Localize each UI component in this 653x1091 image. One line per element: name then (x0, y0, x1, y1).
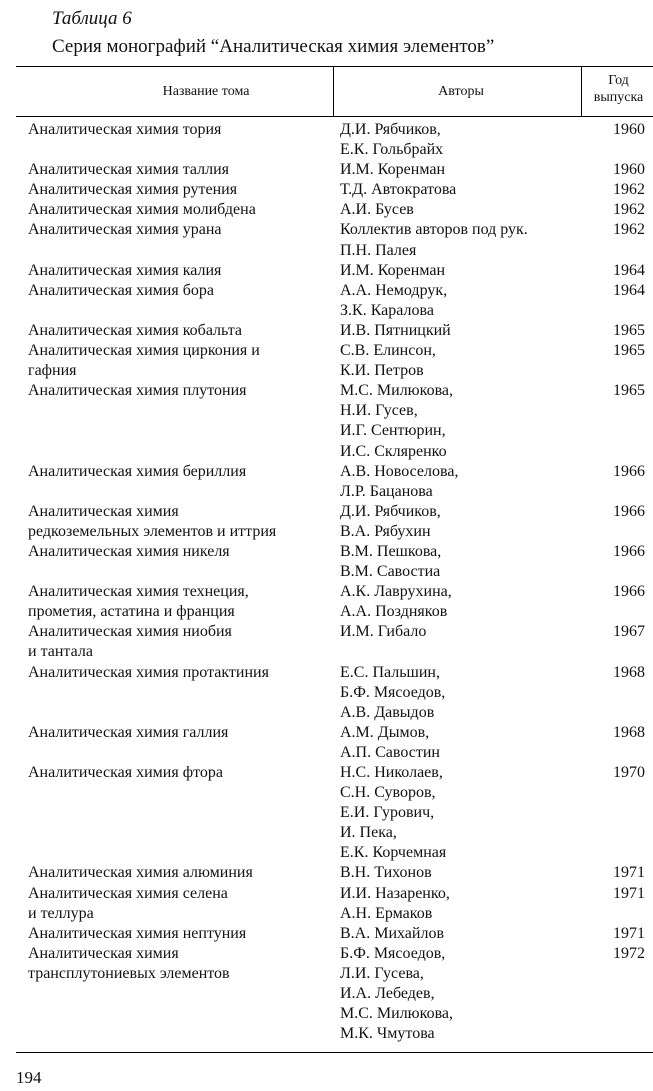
publication-year (581, 924, 645, 944)
table-header (16, 66, 653, 116)
volume-title-line: Аналитическая химия технеция, (28, 583, 249, 601)
authors-line: А.И. Бусев (340, 201, 414, 219)
authors-line: М.К. Чмутова (340, 1025, 435, 1043)
authors-line: И. Пека, (340, 824, 397, 842)
authors-line: В.А. Михайлов (340, 924, 445, 942)
publication-year-line: 1965 (613, 321, 645, 339)
publication-year (581, 502, 645, 542)
publication-year-line: 1966 (613, 583, 645, 601)
publication-year-line: 1968 (613, 663, 645, 681)
volume-title (0, 261, 323, 281)
authors-line: Коллектив авторов под рук. (340, 221, 528, 239)
volume-title-line: и теллура (28, 904, 94, 922)
header-year-line: выпуска (593, 90, 644, 105)
authors-line: М.С. Милюкова, (340, 1005, 454, 1023)
publication-year (581, 341, 645, 381)
publication-year (581, 180, 645, 200)
header-title: Название тома (162, 84, 250, 99)
authors-line: А.В. Давыдов (340, 703, 435, 721)
table-row (0, 321, 653, 341)
publication-year (581, 863, 645, 883)
publication-year (581, 944, 645, 1044)
authors (323, 120, 581, 160)
publication-year (581, 261, 645, 281)
table-body (0, 120, 653, 1044)
volume-title (0, 582, 323, 622)
authors (323, 582, 581, 622)
volume-title-line: Аналитическая химия селена (28, 884, 228, 902)
authors (323, 863, 581, 883)
volume-title (0, 120, 323, 160)
table-row (0, 281, 653, 321)
volume-title-line: редкоземельных элементов и иттрия (28, 522, 277, 540)
authors-line: И.В. Пятницкий (340, 321, 451, 339)
publication-year (581, 120, 645, 160)
table-row (0, 763, 653, 863)
table-row (0, 120, 653, 160)
publication-year (581, 582, 645, 622)
publication-year-line: 1971 (613, 884, 645, 902)
volume-title-line: прометия, астатина и франция (28, 603, 235, 621)
volume-title (0, 200, 323, 220)
volume-title-line: Аналитическая химия протактиния (28, 663, 269, 681)
publication-year-line: 1972 (613, 944, 645, 962)
authors-line: Е.К. Гольбрайх (340, 141, 444, 159)
publication-year-line: 1960 (613, 121, 645, 138)
publication-year-line: 1966 (613, 542, 645, 560)
publication-year-line: 1966 (613, 502, 645, 520)
authors-line: Д.И. Рябчиков, (340, 502, 441, 520)
table-row (0, 502, 653, 542)
column-divider (333, 66, 334, 116)
authors-line: З.К. Каралова (340, 301, 434, 319)
authors (323, 944, 581, 1044)
publication-year (581, 200, 645, 220)
publication-year (581, 381, 645, 461)
authors (323, 281, 581, 321)
table-row (0, 884, 653, 924)
volume-title (0, 321, 323, 341)
authors (323, 341, 581, 381)
authors (323, 220, 581, 260)
authors (323, 462, 581, 502)
table-row (0, 341, 653, 381)
volume-title-line: Аналитическая химия (28, 502, 179, 520)
publication-year-line: 1962 (613, 181, 645, 199)
volume-title-line: и тантала (28, 643, 93, 661)
publication-year (581, 622, 645, 662)
publication-year-line: 1965 (613, 382, 645, 400)
table-row (0, 663, 653, 723)
authors-line: Н.И. Гусев, (340, 402, 418, 420)
publication-year-line: 1962 (613, 201, 645, 219)
volume-title (0, 863, 323, 883)
authors-line: И.И. Назаренко, (340, 884, 450, 902)
publication-year-line: 1971 (613, 924, 645, 942)
volume-title (0, 220, 323, 260)
table-row (0, 220, 653, 260)
authors (323, 542, 581, 582)
publication-year-line: 1962 (613, 221, 645, 239)
authors-line: Б.Ф. Мясоедов, (340, 944, 446, 962)
header-year-line: Год (608, 73, 629, 88)
authors-line: М.С. Милюкова, (340, 382, 454, 400)
table-row (0, 180, 653, 200)
volume-title-line: Аналитическая химия плутония (28, 382, 247, 400)
authors (323, 763, 581, 863)
authors (323, 381, 581, 461)
volume-title-line: трансплутониевых элементов (28, 964, 230, 982)
publication-year-line: 1960 (613, 161, 645, 179)
header-authors: Авторы (438, 84, 484, 99)
volume-title-line: Аналитическая химия (28, 944, 179, 962)
authors-line: А.М. Дымов, (340, 723, 430, 741)
authors-line: И.Г. Сентюрин, (340, 422, 446, 440)
publication-year-line: 1964 (613, 261, 645, 279)
volume-title-line: Аналитическая химия никеля (28, 542, 230, 560)
authors-line: И.А. Лебедев, (340, 985, 435, 1003)
table-row (0, 622, 653, 662)
volume-title (0, 884, 323, 924)
authors-line: А.В. Новоселова, (340, 462, 459, 480)
table-header-rule (16, 116, 653, 117)
publication-year-line: 1966 (613, 462, 645, 480)
table-row (0, 160, 653, 180)
volume-title-line: Аналитическая химия кобальта (28, 321, 243, 339)
volume-title-line: Аналитическая химия алюминия (28, 864, 253, 882)
publication-year-line: 1970 (613, 764, 645, 781)
authors-line: С.Н. Суворов, (340, 784, 436, 802)
volume-title-line: Аналитическая химия фтора (28, 764, 223, 781)
volume-title-line: Аналитическая химия урана (28, 221, 222, 239)
authors-line: Д.И. Рябчиков, (340, 121, 441, 138)
publication-year (581, 220, 645, 260)
authors-line: В.Н. Тихонов (340, 864, 432, 882)
volume-title (0, 924, 323, 944)
table-row (0, 200, 653, 220)
volume-title-line: Аналитическая химия бора (28, 281, 214, 299)
volume-title (0, 281, 323, 321)
table-row (0, 542, 653, 582)
volume-title-line: Аналитическая химия таллия (28, 161, 230, 179)
authors-line: В.М. Пешкова, (340, 542, 442, 560)
publication-year (581, 542, 645, 582)
authors-line: Л.И. Гусева, (340, 964, 424, 982)
page-number: 194 (16, 1068, 42, 1087)
publication-year (581, 884, 645, 924)
table-row (0, 582, 653, 622)
publication-year-line: 1964 (613, 281, 645, 299)
authors-line: А.А. Поздняков (340, 603, 448, 621)
volume-title-line: гафния (28, 362, 77, 380)
authors (323, 723, 581, 763)
volume-title-line: Аналитическая химия циркония и (28, 342, 260, 360)
volume-title (0, 180, 323, 200)
authors (323, 502, 581, 542)
authors-line: П.Н. Палея (340, 241, 417, 259)
volume-title (0, 160, 323, 180)
authors-line: И.М. Коренман (340, 261, 445, 279)
table-row (0, 462, 653, 502)
publication-year-line: 1968 (613, 723, 645, 741)
publication-year (581, 281, 645, 321)
authors-line: К.И. Петров (340, 362, 424, 380)
authors (323, 261, 581, 281)
authors-line: И.С. Скляренко (340, 442, 447, 460)
publication-year-line: 1967 (613, 623, 645, 641)
publication-year-line: 1965 (613, 342, 645, 360)
volume-title (0, 542, 323, 582)
authors-line: В.М. Савостиа (340, 563, 441, 581)
publication-year (581, 160, 645, 180)
table-row (0, 863, 653, 883)
volume-title (0, 944, 323, 1044)
authors (323, 321, 581, 341)
authors-line: А.К. Лаврухина, (340, 583, 452, 601)
authors-line: А.А. Немодрук, (340, 281, 448, 299)
table-bottom-rule (16, 1052, 653, 1053)
volume-title-line: Аналитическая химия тория (28, 121, 222, 138)
authors (323, 180, 581, 200)
publication-year (581, 321, 645, 341)
authors-line: В.А. Рябухин (340, 522, 431, 540)
table-row (0, 723, 653, 763)
volume-title (0, 341, 323, 381)
volume-title-line: Аналитическая химия галлия (28, 723, 229, 741)
table-title: Серия монографий “Аналитическая химия элементов” (52, 36, 495, 57)
authors-line: И.М. Гибало (340, 623, 427, 641)
authors-line: А.Н. Ермаков (340, 904, 433, 922)
authors (323, 924, 581, 944)
authors (323, 200, 581, 220)
authors-line: А.П. Савостин (340, 743, 440, 761)
table-caption: Таблица 6 (52, 8, 132, 29)
authors (323, 622, 581, 662)
volume-title (0, 663, 323, 723)
header-year (584, 72, 653, 106)
authors-line: Т.Д. Автократова (340, 181, 457, 199)
table-row (0, 924, 653, 944)
publication-year-line: 1971 (613, 864, 645, 882)
authors-line: Е.К. Корчемная (340, 844, 447, 862)
volume-title (0, 763, 323, 863)
authors-line: Н.С. Николаев, (340, 764, 443, 781)
authors-line: Е.И. Гурович, (340, 804, 435, 822)
publication-year (581, 663, 645, 723)
volume-title (0, 381, 323, 461)
publication-year (581, 763, 645, 863)
authors (323, 884, 581, 924)
table-row (0, 381, 653, 461)
volume-title-line: Аналитическая химия рутения (28, 181, 238, 199)
authors-line: Л.Р. Бацанова (340, 482, 433, 500)
volume-title-line: Аналитическая химия нептуния (28, 924, 247, 942)
authors-line: Б.Ф. Мясоедов, (340, 683, 446, 701)
table-row (0, 261, 653, 281)
volume-title-line: Аналитическая химия молибдена (28, 201, 256, 219)
authors-line: С.В. Елинсон, (340, 342, 436, 360)
column-divider (581, 66, 582, 116)
volume-title (0, 502, 323, 542)
volume-title-line: Аналитическая химия калия (28, 261, 222, 279)
volume-title (0, 622, 323, 662)
table-row (0, 944, 653, 1044)
publication-year (581, 723, 645, 763)
authors (323, 160, 581, 180)
volume-title-line: Аналитическая химия бериллия (28, 462, 247, 480)
authors-line: Е.С. Пальшин, (340, 663, 440, 681)
volume-title-line: Аналитическая химия ниобия (28, 623, 232, 641)
volume-title (0, 462, 323, 502)
publication-year (581, 462, 645, 502)
authors (323, 663, 581, 723)
volume-title (0, 723, 323, 763)
authors-line: И.М. Коренман (340, 161, 445, 179)
